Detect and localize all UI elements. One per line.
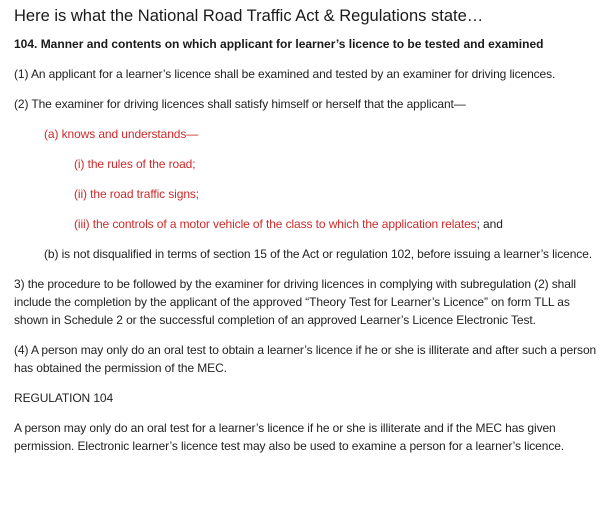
section-heading: 104. Manner and contents on which applicant for learner’s licence to be tested and examined (14, 37, 544, 51)
paragraph-3: 3) the procedure to be followed by the examiner for driving licences in complying with subregulation (2) shall include the completion by the applicant of the approved “Theory Test for Learner’s Licence” on form TLL as shown in Schedule 2 or the successful completion of an approved Learner’s Licence Electronic Test. (14, 277, 576, 327)
clause-2a-i: (i) the rules of the road; (74, 157, 196, 171)
clause-2a: (a) knows and understands— (44, 127, 199, 141)
paragraph-4: (4) A person may only do an oral test to obtain a learner’s licence if he or she is illiterate and after such a person has obtained the permission of the MEC. (14, 343, 597, 375)
clause-2a-iii-text: (iii) the controls of a motor vehicle of the class to which the application relates (74, 217, 477, 231)
clause-2a-iii-tail: ; and (476, 217, 503, 231)
paragraph-5: A person may only do an oral test for a learner’s licence if he or she is illiterate and if the MEC has given permission. Electronic learner’s licence test may also be used to examine a person for a learner’s licence. (14, 421, 565, 453)
clause-2a-ii: (ii) the road traffic signs; (74, 187, 200, 201)
paragraph-1: (1) An applicant for a learner’s licence shall be examined and tested by an examiner for driving licences. (14, 67, 556, 81)
paragraph-2: (2) The examiner for driving licences shall satisfy himself or herself that the applicant— (14, 97, 466, 111)
clause-2b: (b) is not disqualified in terms of section 15 of the Act or regulation 102, before issuing a learner’s licence. (44, 247, 593, 261)
regulation-label: REGULATION 104 (14, 391, 114, 405)
page-title: Here is what the National Road Traffic Act & Regulations state… (14, 7, 484, 25)
clause-2a-iii (14, 215, 600, 233)
